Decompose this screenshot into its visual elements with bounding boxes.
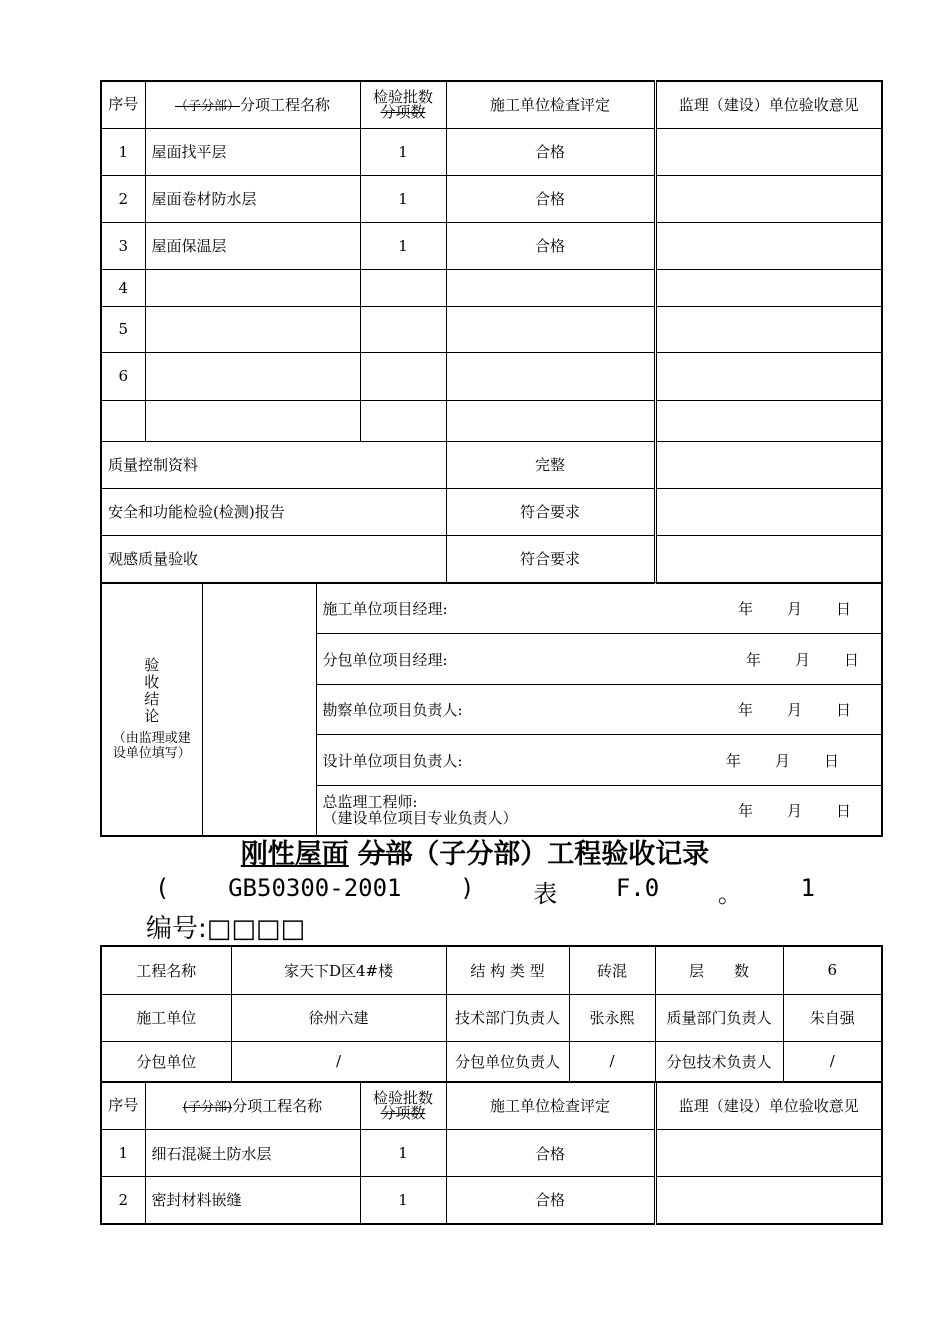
- info-value: 家天下D区4#楼: [231, 946, 446, 994]
- signature-date[interactable]: 年 月 日: [737, 599, 851, 618]
- summary-opinion[interactable]: [655, 535, 882, 583]
- row-result: 合格: [446, 175, 655, 222]
- table-row: [101, 222, 882, 269]
- row-opinion[interactable]: [655, 352, 882, 400]
- signature-row: [316, 634, 882, 685]
- row-result[interactable]: [446, 352, 655, 400]
- info-label: 分包单位负责人: [446, 1041, 569, 1082]
- row-result[interactable]: [446, 269, 655, 306]
- std-num: 1: [800, 874, 815, 902]
- row-no: 1: [101, 1130, 145, 1177]
- table-row: [101, 175, 882, 222]
- supervisor-opinion-header: 监理（建设）单位验收意见: [655, 1082, 882, 1130]
- row-count: 1: [360, 1130, 446, 1177]
- row-opinion[interactable]: [655, 400, 882, 441]
- contractor-check-header: 施工单位检查评定: [446, 81, 655, 128]
- table-row: [101, 1130, 882, 1177]
- row-item-name[interactable]: [145, 400, 360, 441]
- summary-result: 符合要求: [446, 488, 655, 535]
- supervisor-opinion-header: 监理（建设）单位验收意见: [655, 81, 882, 128]
- seq-header: 序号: [101, 81, 145, 128]
- row-count[interactable]: [360, 306, 446, 352]
- row-opinion[interactable]: [655, 222, 882, 269]
- row-result: 合格: [446, 1130, 655, 1177]
- row-opinion[interactable]: [655, 128, 882, 175]
- row-no: 3: [101, 222, 145, 269]
- row-opinion[interactable]: [655, 269, 882, 306]
- row-opinion[interactable]: [655, 1177, 882, 1224]
- row-no: 5: [101, 306, 145, 352]
- subdivision-table-2: [100, 945, 883, 1083]
- record-number-label: 编号:: [146, 914, 207, 944]
- conclusion-note: （由监理或建设单位填写）: [112, 730, 191, 761]
- row-item-name: 屋面找平层: [145, 128, 360, 175]
- info-label: 施工单位: [101, 994, 231, 1041]
- std-table: 表: [533, 880, 558, 908]
- signature-role: 施工单位项目经理:: [322, 599, 448, 618]
- info-value: 徐州六建: [231, 994, 446, 1041]
- signature-date[interactable]: 年 月 日: [737, 801, 851, 820]
- row-item-name: 密封材料嵌缝: [145, 1177, 360, 1224]
- row-no: 6: [101, 352, 145, 400]
- row-count[interactable]: [360, 400, 446, 441]
- row-opinion[interactable]: [655, 175, 882, 222]
- seq-header: 序号: [101, 1082, 145, 1130]
- row-result: 合格: [446, 1177, 655, 1224]
- table-header: [101, 1082, 882, 1130]
- table-row: [101, 306, 882, 352]
- row-item-name[interactable]: [145, 269, 360, 306]
- info-label: 分包单位: [101, 1041, 231, 1082]
- std-open: (: [155, 874, 170, 902]
- summary-opinion[interactable]: [655, 488, 882, 535]
- row-count[interactable]: [360, 269, 446, 306]
- info-value: 朱自强: [783, 994, 882, 1041]
- info-label: 结 构 类 型: [446, 946, 569, 994]
- row-item-name: 屋面保温层: [145, 222, 360, 269]
- info-row: [101, 1041, 882, 1082]
- info-label: 工程名称: [101, 946, 231, 994]
- summary-label: 质量控制资料: [101, 441, 446, 488]
- table-row: [101, 400, 882, 441]
- signature-role: 分包单位项目经理:: [322, 650, 448, 669]
- signature-row: [316, 735, 882, 786]
- info-row: [101, 994, 882, 1041]
- signature-row: [316, 786, 882, 836]
- row-no: 4: [101, 269, 145, 306]
- std-close: ): [460, 874, 475, 902]
- std-dot: 。: [717, 880, 742, 908]
- signature-role: 设计单位项目负责人:: [322, 751, 463, 770]
- conclusion-label-cell: [101, 583, 202, 836]
- item-name-header: （子分部）分项工程名称: [145, 81, 360, 128]
- conclusion-blank[interactable]: [202, 583, 316, 836]
- signature-date[interactable]: 年 月 日: [745, 650, 859, 669]
- info-value: 6: [783, 946, 882, 994]
- row-count: 1: [360, 1177, 446, 1224]
- batch-count-header: 检验批数 分项数: [360, 1082, 446, 1130]
- row-count: 1: [360, 128, 446, 175]
- conclusion-block: [100, 582, 883, 837]
- signature-role: 勘察单位项目负责人:: [322, 701, 463, 719]
- signature-row: [316, 685, 882, 735]
- summary-result: 符合要求: [446, 535, 655, 583]
- signature-role: 总监理工程师: （建设单位项目专业负责人）: [322, 793, 518, 828]
- conclusion-label: 验收结论 （由监理或建设单位填写）: [112, 655, 191, 761]
- info-value: 砖混: [569, 946, 655, 994]
- info-label: 分包技术负责人: [655, 1041, 783, 1082]
- info-value: 张永熙: [569, 994, 655, 1041]
- batch-count-header: 检验批数 分项数: [360, 81, 446, 128]
- row-item-name[interactable]: [145, 352, 360, 400]
- table-row: [101, 352, 882, 400]
- signature-date[interactable]: 年 月 日: [737, 701, 851, 719]
- subdivision-table-2-items: [100, 1081, 883, 1225]
- summary-row: [101, 488, 882, 535]
- title-rest: （子分部）工程验收记录: [412, 839, 710, 870]
- item-name-header: (子分部)分项工程名称: [145, 1082, 360, 1130]
- row-item-name: 细石混凝土防水层: [145, 1130, 360, 1177]
- subdivision-table-1: [100, 80, 883, 584]
- document-title: [0, 832, 950, 871]
- title-struck: 分部: [358, 839, 413, 870]
- contractor-check-header: 施工单位检查评定: [446, 1082, 655, 1130]
- info-value: /: [231, 1041, 446, 1082]
- row-result[interactable]: [446, 306, 655, 352]
- info-value: /: [783, 1041, 882, 1082]
- row-no: [101, 400, 145, 441]
- summary-opinion[interactable]: [655, 441, 882, 488]
- row-count: 1: [360, 175, 446, 222]
- info-label: 质量部门负责人: [655, 994, 783, 1041]
- row-item-name[interactable]: [145, 306, 360, 352]
- std-f: F.0: [615, 874, 660, 902]
- summary-row: [101, 535, 882, 583]
- table-row: [101, 128, 882, 175]
- title-project: 刚性屋面: [240, 839, 349, 870]
- row-no: 1: [101, 128, 145, 175]
- table-row: [101, 1177, 882, 1224]
- record-number-boxes[interactable]: □□□□: [206, 914, 306, 944]
- record-number: [146, 908, 305, 945]
- summary-label: 观感质量验收: [101, 535, 446, 583]
- row-count[interactable]: [360, 352, 446, 400]
- row-result[interactable]: [446, 400, 655, 441]
- info-label: 技术部门负责人: [446, 994, 569, 1041]
- row-no: 2: [101, 175, 145, 222]
- summary-label: 安全和功能检验(检测)报告: [101, 488, 446, 535]
- standard-reference: [155, 874, 815, 909]
- table-row: [101, 269, 882, 306]
- row-opinion[interactable]: [655, 306, 882, 352]
- row-no: 2: [101, 1177, 145, 1224]
- signature-date[interactable]: 年 月 日: [725, 751, 839, 770]
- info-row: [101, 946, 882, 994]
- row-result: 合格: [446, 222, 655, 269]
- row-opinion[interactable]: [655, 1130, 882, 1177]
- row-result: 合格: [446, 128, 655, 175]
- summary-row: [101, 441, 882, 488]
- table-header: [101, 81, 882, 128]
- std-code: GB50300-2001: [228, 874, 402, 902]
- row-item-name: 屋面卷材防水层: [145, 175, 360, 222]
- summary-result: 完整: [446, 441, 655, 488]
- row-count: 1: [360, 222, 446, 269]
- info-value: /: [569, 1041, 655, 1082]
- signature-row: [316, 583, 882, 634]
- info-label: 层 数: [655, 946, 783, 994]
